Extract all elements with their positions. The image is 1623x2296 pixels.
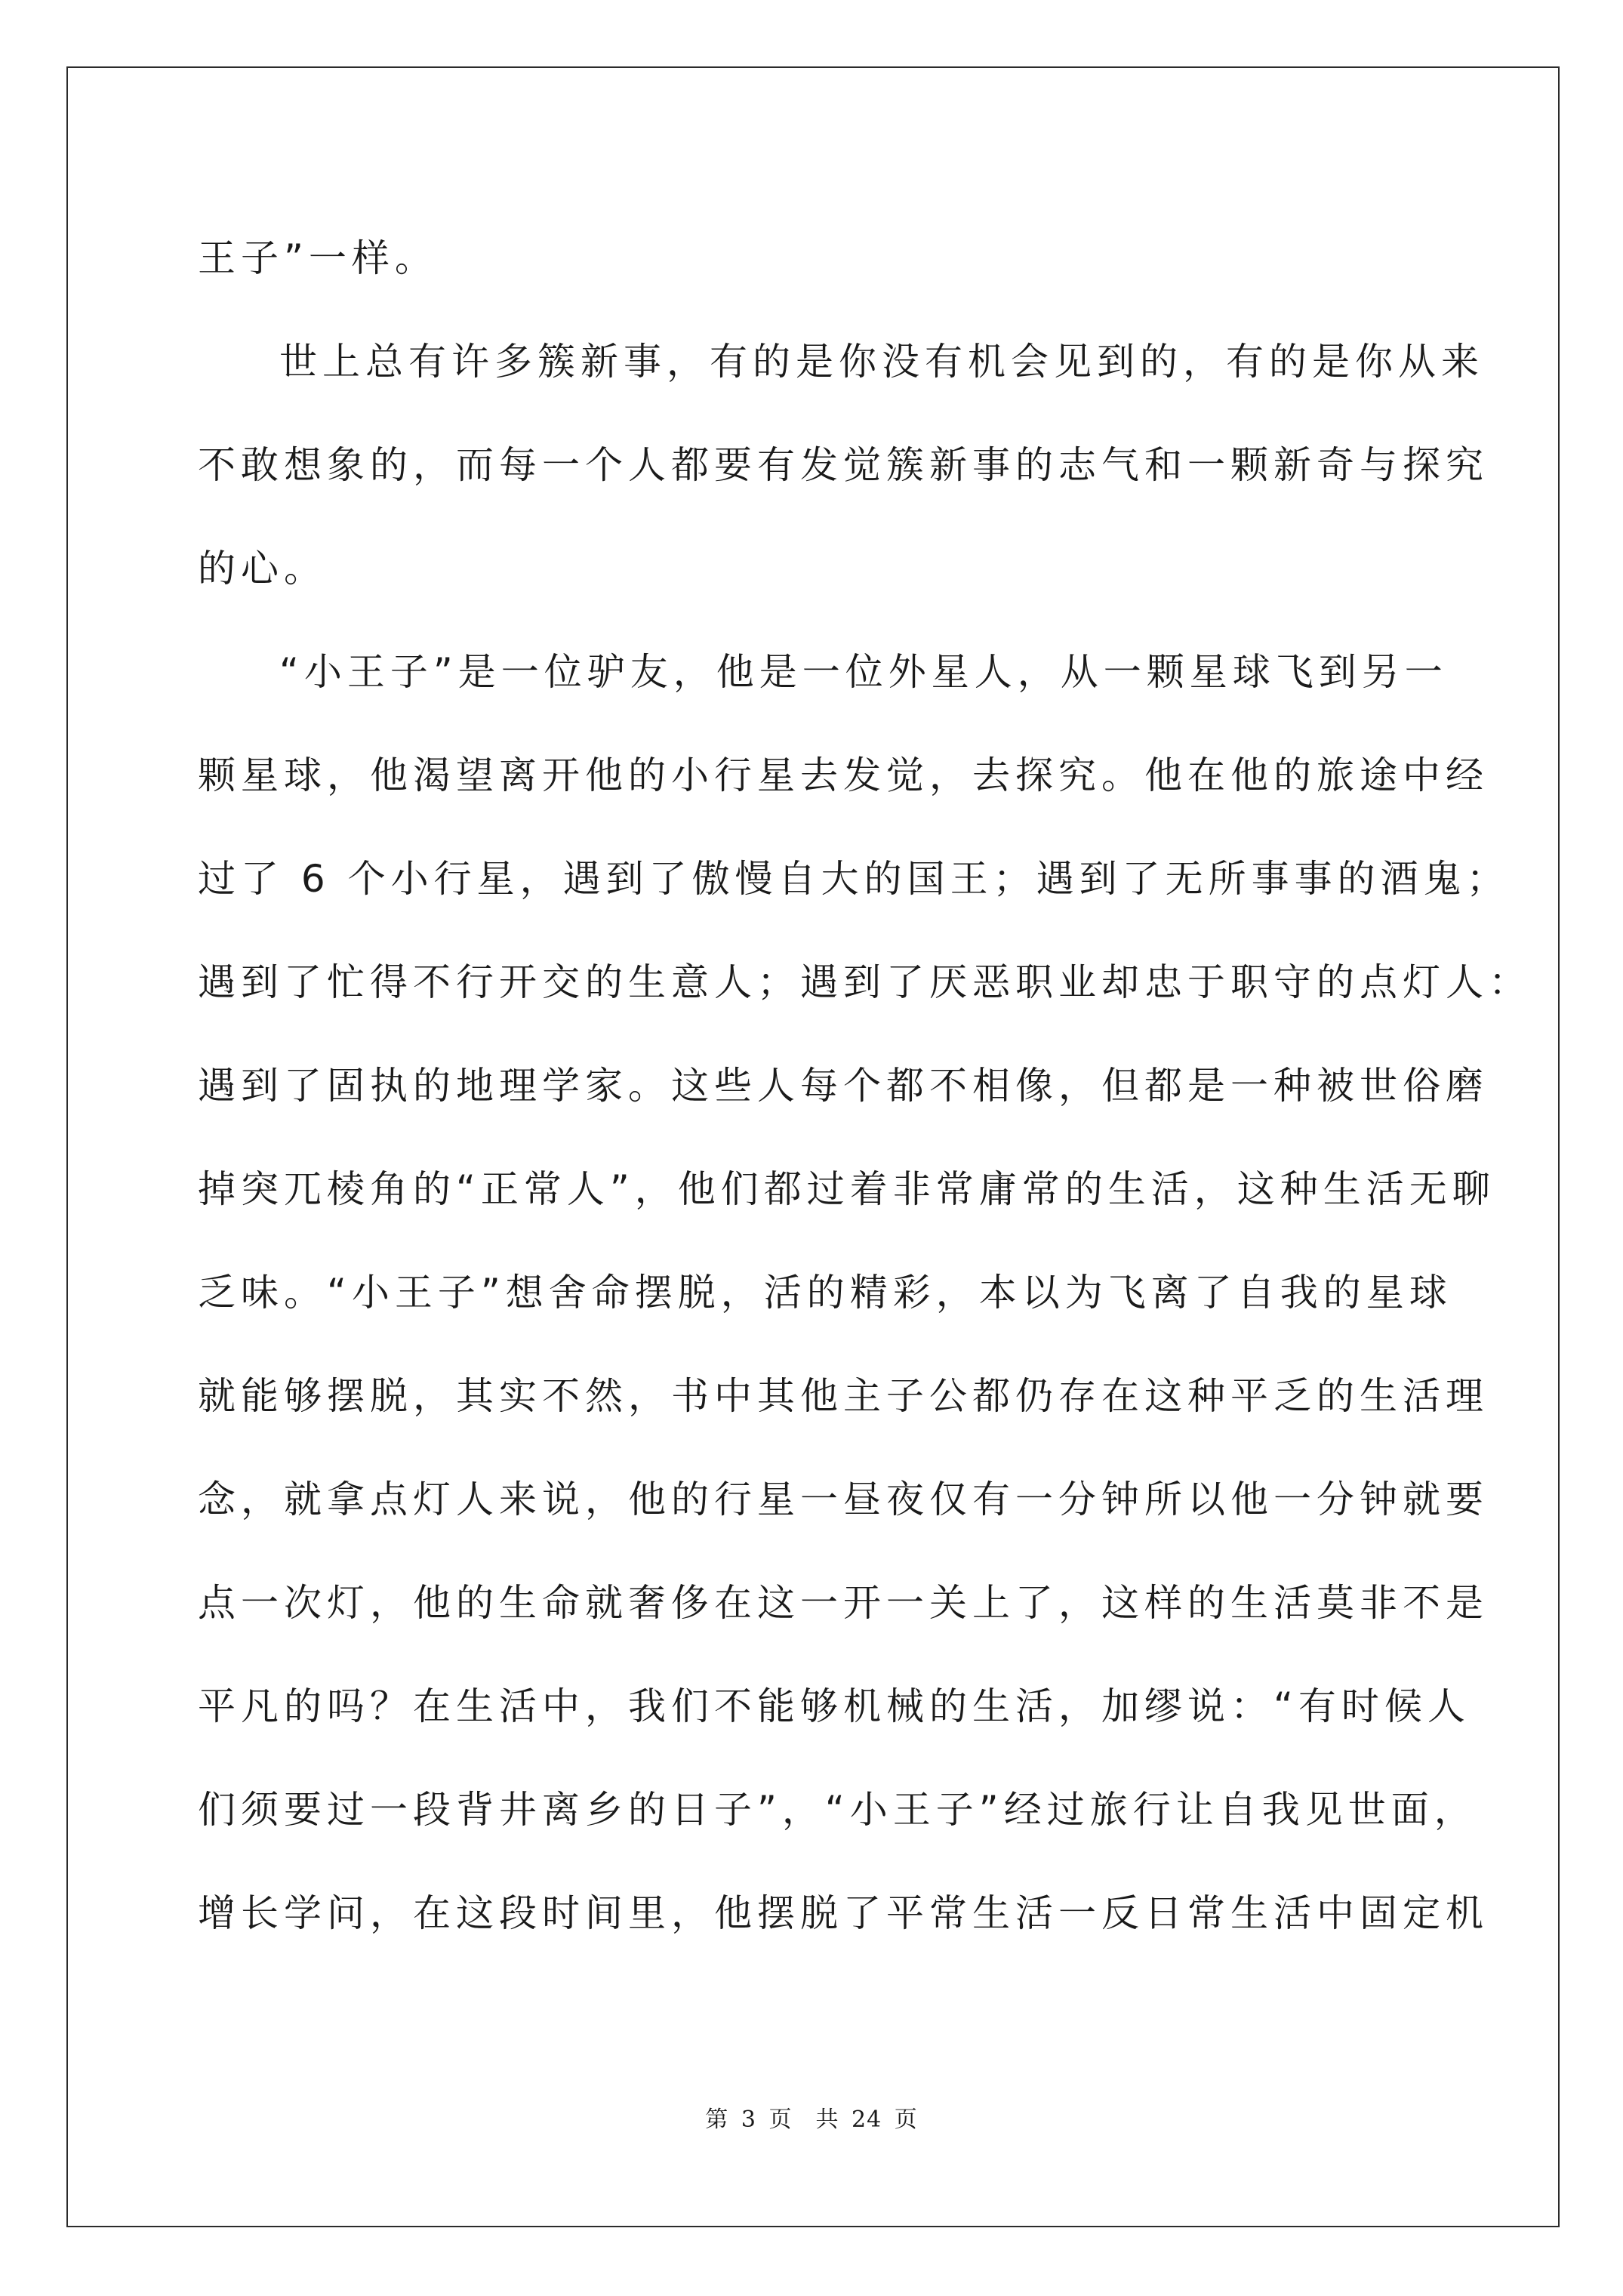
text-line: 不敢想象的，而每一个人都要有发觉簇新事的志气和一颗新奇与探究 [198,443,1489,487]
text-line: 王子”一样。 [198,236,438,280]
text-line: 掉突兀棱角的“正常人”，他们都过着非常庸常的生活，这种生活无聊 [198,1167,1495,1211]
text-line: 遇到了忙得不行开交的生意人；遇到了厌恶职业却忠于职守的点灯人： [198,960,1532,1004]
text-line: 过了 6 个小行星，遇到了傲慢自大的国王；遇到了无所事事的酒鬼； [198,857,1510,901]
text-line: 遇到了固执的地理学家。这些人每个都不相像，但都是一种被世俗磨 [198,1064,1489,1108]
text-line: 乏味。“小王子”想舍命摆脱，活的精彩，本以为飞离了自我的星球 [198,1271,1452,1314]
text-line: 的心。 [198,547,327,590]
document-body [198,207,1532,1965]
text-line: 增长学问，在这段时间里，他摆脱了平常生活一反日常生活中固定机 [198,1891,1489,1935]
text-line: “小王子”是一位驴友，他是一位外星人，从一颗星球飞到另一 [279,650,1448,694]
text-line: 点一次灯，他的生命就奢侈在这一开一关上了，这样的生活莫非不是 [198,1581,1489,1625]
text-line: 们须要过一段背井离乡的日子”，“小王子”经过旅行让自我见世面， [198,1788,1477,1832]
text-line: 念，就拿点灯人来说，他的行星一昼夜仅有一分钟所以他一分钟就要 [198,1478,1489,1521]
page-footer: 第 3 页 共 24 页 [705,2106,918,2133]
text-line: 平凡的吗？在生活中，我们不能够机械的生活，加缪说：“有时候人 [198,1684,1471,1728]
text-line: 就能够摆脱，其实不然，书中其他主子公都仍存在这种平乏的生活理 [198,1374,1489,1418]
text-line: 世上总有许多簇新事，有的是你没有机会见到的，有的是你从来 [279,340,1484,384]
text-line: 颗星球，他渴望离开他的小行星去发觉，去探究。他在他的旅途中经 [198,754,1489,797]
